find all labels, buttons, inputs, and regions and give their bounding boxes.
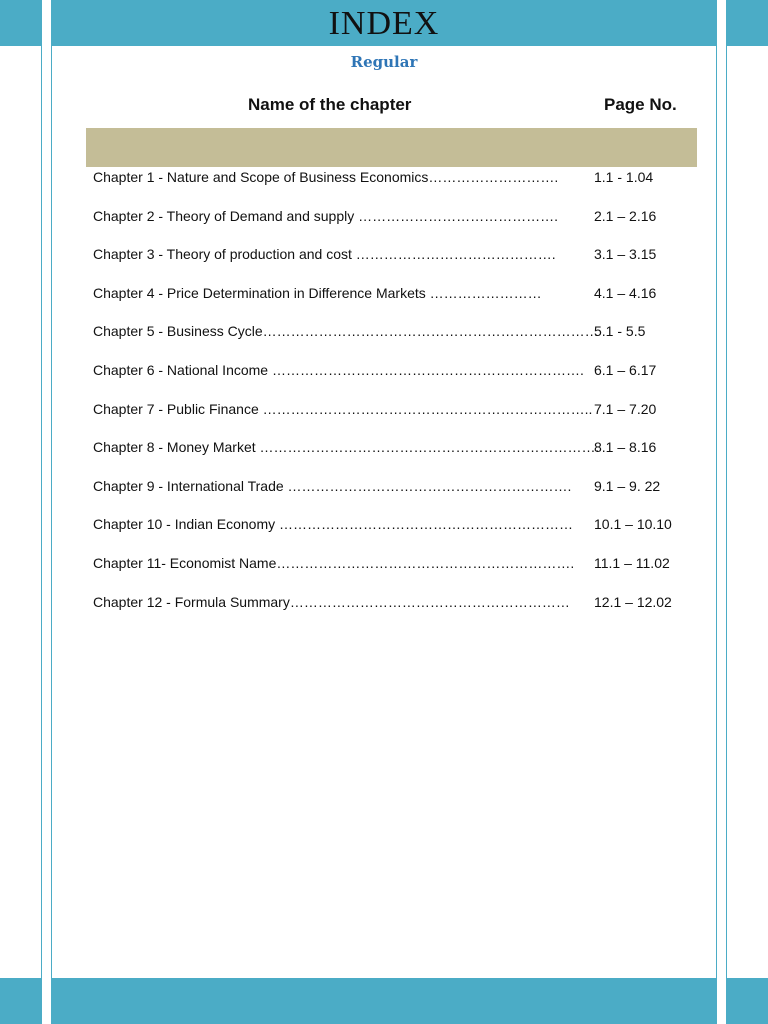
page-range: 10.1 – 10.10 <box>594 516 672 533</box>
page-range: 12.1 – 12.02 <box>594 593 672 610</box>
page-range: 6.1 – 6.17 <box>594 361 657 378</box>
toc-row <box>93 359 693 398</box>
chapter-title: Chapter 3 - Theory of production and cost ……………………………………. <box>93 246 556 263</box>
right-outer-border <box>726 0 727 1024</box>
page-range: 8.1 – 8.16 <box>594 439 657 456</box>
chapter-title: Chapter 1 - Nature and Scope of Business Economics………………………. <box>93 169 559 185</box>
chapter-title: Chapter 7 - Public Finance …………………………………………………………….. <box>93 400 593 417</box>
left-inner-border <box>51 0 52 1024</box>
toc-row <box>93 398 693 437</box>
chapter-title: Chapter 4 - Price Determination in Difference Markets …………………… <box>93 284 542 301</box>
chapter-title: Chapter 5 - Business Cycle……………………………………………………………… <box>93 323 599 340</box>
chapter-title: Chapter 8 - Money Market ………………………………………………………………. <box>93 439 600 456</box>
table-of-contents <box>93 166 693 629</box>
page-subtitle: Regular <box>350 53 418 71</box>
toc-row <box>93 243 693 282</box>
page-number-header: Page No. <box>604 95 677 114</box>
toc-row <box>93 166 693 205</box>
page-range: 7.1 – 7.20 <box>594 400 657 417</box>
header-band <box>86 128 697 167</box>
chapter-title: Chapter 2 - Theory of Demand and supply ……………………………………. <box>93 207 559 224</box>
chapter-title: Chapter 12 - Formula Summary…………………………………………………… <box>93 593 570 610</box>
page-range: 1.1 - 1.04 <box>594 169 654 185</box>
toc-row <box>93 475 693 514</box>
toc-row <box>93 320 693 359</box>
page-range: 5.1 - 5.5 <box>594 323 646 340</box>
page-range: 11.1 – 11.02 <box>594 554 670 571</box>
toc-row <box>93 436 693 475</box>
footer-bar <box>52 978 716 1024</box>
page-range: 9.1 – 9. 22 <box>594 477 661 494</box>
chapter-title: Chapter 9 - International Trade ……………………………………………………. <box>93 477 572 494</box>
page-range: 2.1 – 2.16 <box>594 207 657 224</box>
toc-row <box>93 282 693 321</box>
chapter-title: Chapter 11- Economist Name………………………………………………………. <box>93 554 575 571</box>
right-inner-border <box>716 0 717 1024</box>
toc-row <box>93 591 693 630</box>
page-title: INDEX <box>328 5 440 42</box>
page-range: 4.1 – 4.16 <box>594 284 657 301</box>
left-outer-border <box>41 0 42 1024</box>
chapter-name-header: Name of the chapter <box>248 95 412 114</box>
chapter-title: Chapter 6 - National Income …………………………………………………………. <box>93 361 584 378</box>
left-bottom-block <box>0 978 41 1024</box>
toc-row <box>93 513 693 552</box>
toc-row <box>93 552 693 591</box>
chapter-title: Chapter 10 - Indian Economy ……………………………………………………… <box>93 516 573 533</box>
toc-row <box>93 205 693 244</box>
right-bottom-block <box>727 978 768 1024</box>
page-range: 3.1 – 3.15 <box>594 246 657 263</box>
